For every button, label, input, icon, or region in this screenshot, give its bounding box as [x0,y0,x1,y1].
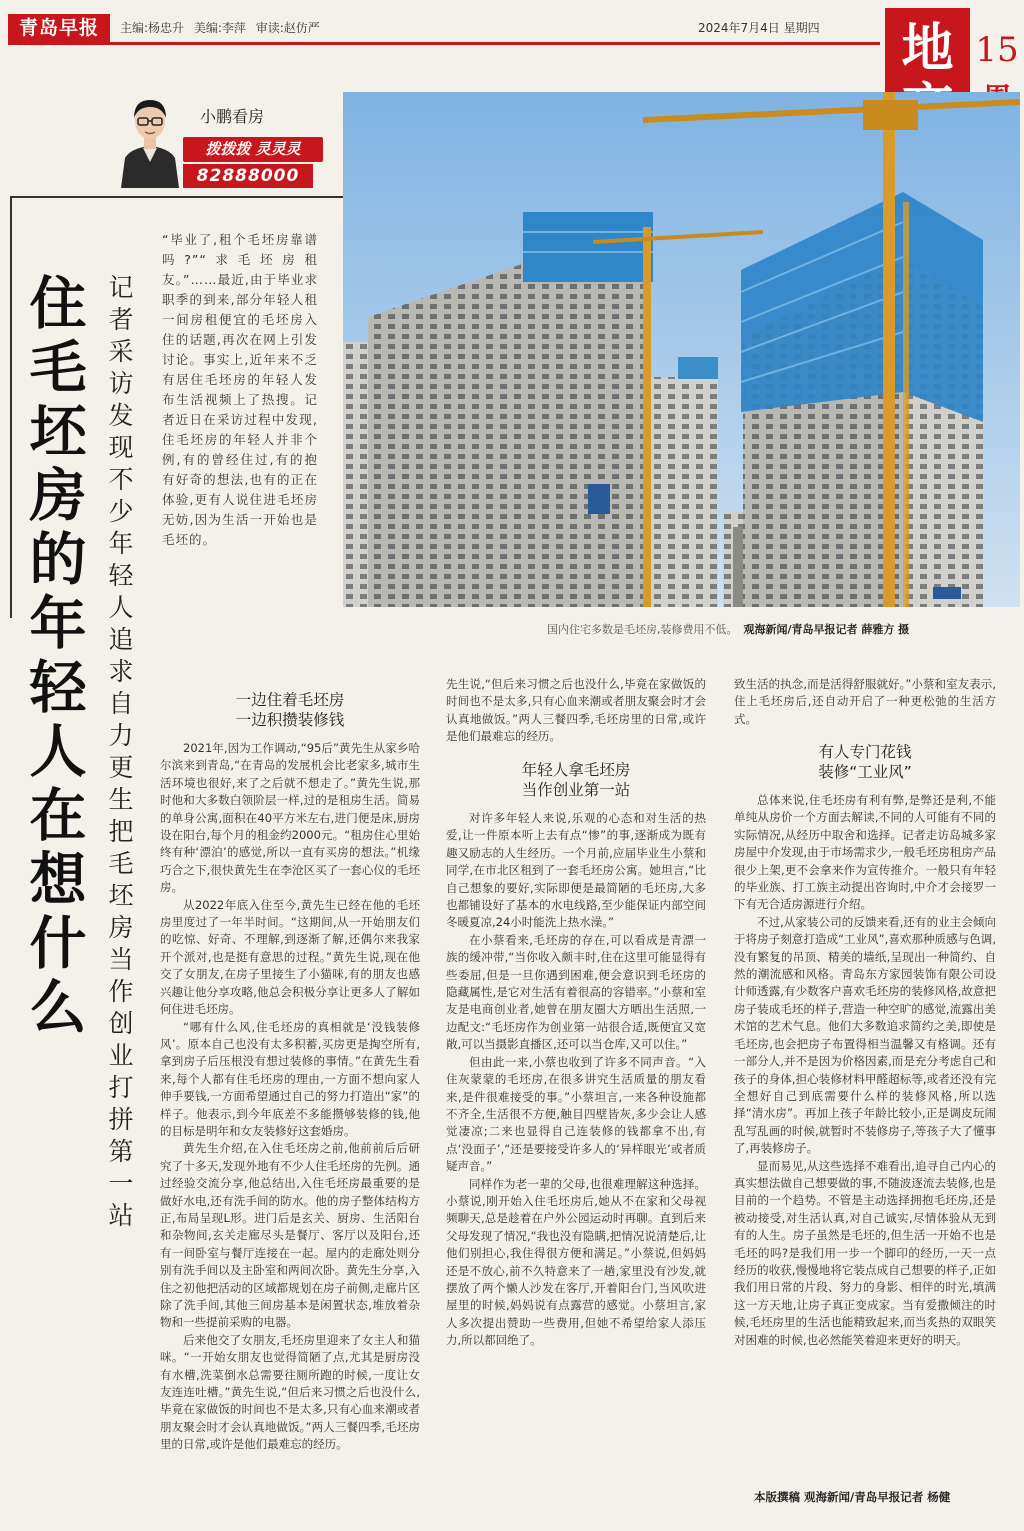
body-paragraph: 总体来说,住毛坯房有利有弊,是弊还是利,不能单纯从房价一个方面去解读,不同的人可能有不同的实际情况,从经历中取舍和选择。记者走访岛城多家房屋中介发现,由于市场需求少,一般毛坯房租房产品很少上架,更不会拿来作为宣传推介。一般只有年轻的毕业族、打工族主动提出咨询时,中介才会接罗一下有无合适房源进行介绍。 [734,793,996,912]
body-paragraph: “哪有什么风,住毛坯房的真相就是‘没钱装修风’。原本自己也没有太多积蓄,买房更是掏空所有,拿到房子后压根没有想过装修的事情。”在黄先生看来,每个人都有住毛坯房的理由,一方面不想向家人伸手要钱,一方面希望通过自己的努力打造出“家”的样子。他表示,到今年底差不多能攒够装修的钱,他的目标是明年和女友装修好这套婚房。 [160,1019,420,1138]
construction-photo [343,92,1020,607]
body-column-1 [160,676,420,1454]
section-heading-3-line: 装修“工业风” [818,763,912,781]
section-heading-2-line: 当作创业第一站 [521,781,631,799]
section-heading-3 [734,742,996,782]
section-name-char-1: 地 [901,19,954,79]
masthead-rule [8,42,880,45]
section-heading-1 [160,690,420,730]
section-heading-2-line: 年轻人拿毛坯房 [521,761,631,779]
caption-text: 国内住宅多数是毛坯房,装修费用不低。 [547,623,738,636]
body-paragraph: 显而易见,从这些选择不难看出,追寻自己内心的真实想法做自己想要做的事,不随波逐流去装修,也是目前的一个趋势。不管是主动选择拥抱毛坯房,还是被动接受,对生活认真,对自己诚实,尽情体验从无到有的人生。房子虽然是毛坯的,但生活一开始不也是毛坯的吗?是我们用一步一个脚印的经历,一天一点经历的收获,慢慢地将它装点成自己想要的样子,正如我们用日常的片段、努力的身影、相伴的时光,填满这一方天地,让房子真正变成家。当有爱撒倾注的时候,毛坯房里的生活也能精致起来,而当炙热的双眼笑对困难的时候,也必然能笑着迎来更好的明天。 [734,1158,996,1347]
body-paragraph: 对许多年轻人来说,乐观的心态和对生活的热爱,让一件原本听上去有点“惨”的事,逐渐成为既有趣又励志的人生经历。一个月前,应届毕业生小蔡和同学,在市北区租到了一套毛坯房公寓。她坦言,“比自己想象的要好,实际即便是最简陋的毛坯房,大多也都铺设好了基本的水电线路,至少能保证内部空间冬暖夏凉,24小时能洗上热水澡。” [446,811,706,930]
body-paragraph-continued: 先生说,“但后来习惯之后也没什么,毕竟在家做饭的时间也不是太多,只有心血来潮或者朋友聚会时才会认真地做饭。”两人三餐四季,毛坯房里的日常,或许是他们最难忘的经历。 [446,677,706,744]
columnist-avatar [117,88,183,188]
masthead [0,0,1024,44]
column-name: 小鹏看房 [200,107,265,126]
body-paragraph: 后来他交了女朋友,毛坯房里迎来了女主人和猫咪。“一开始女朋友也觉得简陋了点,尤其是厨房没有水槽,洗菜倒水总需要往厕所跑的时候,一度让女友连连吐槽。”黄先生说,“但后来习惯之后也没什么,毕竟在家做饭的时间也不是太多,只有心血来潮或者朋友聚会时才会认真地做饭。”两人三餐四季,毛坯房里的日常,或许是他们最难忘的经历。 [160,1332,420,1452]
section-heading-1-line: 一边积攒装修钱 [235,711,345,729]
proofreader: 审读:赵仿严 [255,21,320,35]
section-heading-2 [446,760,706,800]
staff-credits [120,19,326,36]
page-number: 15 [975,30,1019,70]
lede-paragraph: “毕业了,租个毛坯房靠谱吗?”“求毛坯房租友。”……最近,由于毕业求职季的到来,部分年轻人租一间房租便宜的毛坯房入住的话题,再次在网上引发讨论。事实上,近年来不乏有居住毛坯房的年轻人发布生活视频上了热搜。记者近日在采访过程中发现,住毛坯房的年轻人并非个例,有的曾经住过,有的抱有好奇的想法,也有的正在体验,更有人说住进毛坯房无妨,因为生活一开始也是毛坯的。 [162,232,318,547]
section-heading-1-line: 一边住着毛坯房 [235,691,345,709]
hotline-phone[interactable]: 82888000 [183,164,313,188]
body-column-2 [446,676,706,1350]
body-paragraph-continued: 致生活的执念,而是活得舒服就好。”小蔡和室友表示,住上毛坯房后,还自动开启了一种更松弛的生活方式。 [734,677,996,726]
paper-logo[interactable]: 青岛早报 [8,14,110,42]
body-column-3 [734,676,996,1349]
section-heading-3-line: 有人专门花钱 [818,743,912,761]
body-paragraph: 不过,从家装公司的反馈来看,还有的业主会倾向于将房子刻意打造成“工业风”,喜欢那种质感与色调,没有繁复的吊顶、精美的墙纸,呈现出一种简约、自然的潮流感和风格。青岛东方家园装饰有限公司设计师透露,有少数客户喜欢毛坯房的装修风格,故意把房子装成毛坯的样子,营造一种空旷的感觉,流露出美术馆的艺术气息。他们大多数追求简约之美,即使是毛坯房,也会把房子布置得相当温馨又有格调。还有一部分人,并不是因为价格因素,而是充分考虑自己和孩子的身体,担心装修材料甲醛超标等,或者还没有完全想好自己到底需要什么样的装修风格,所以选择“清水房”。再加上孩子年龄比较小,正是调皮玩闹乱写乱画的时候,就暂时不装修房子,等孩子大了懂事了,再装修房子。 [734,914,996,1156]
body-paragraph: 但由此一来,小蔡也收到了许多不同声音。“入住灰蒙蒙的毛坯房,在很多讲究生活质量的朋友看来,是件很难接受的事。”小蔡坦言,一来各种设施都不齐全,生活很不方便,触目四壁皆灰,多少会让人感觉凄凉;二来也显得自己连装修的钱都拿不出,有点‘没面子’,“还是要接受许多人的‘异样眼光’或者质疑声音。” [446,1054,706,1174]
headline: 住毛坯房的年轻人在想什么 [29,271,87,1041]
body-paragraph: 在小蔡看来,毛坯房的存在,可以看成是青漂一族的缓冲带,“当你收入颇丰时,住在这里可能显得有些委屈,但是一旦你遇到困难,便会意识到毛坯房的隐藏属性,是它对生活有着很高的容错率。”小蔡和室友是电商创业者,她曾在朋友圈大方晒出生活照,一边配文:“毛坯房作为创业第一站很合适,既便宜又宽敞,可以当摄影直播区,还可以当仓库,又可以住。” [446,932,706,1052]
chief-editor: 主编:杨忠升 [120,21,185,35]
article-byline: 本版撰稿 观海新闻/青岛早报记者 杨健 [754,1490,951,1504]
body-paragraph: 从2022年底入住至今,黄先生已经在他的毛坯房里度过了一年半时间。“这期间,从一开始朋友们的吃惊、好奇、不理解,到逐渐了解,还偶尔来我家开个派对,也是挺有意思的过程。”黄先生说,现在他交了女朋友,在房子里接生了小猫咪,有的朋友也感兴趣让他分享攻略,他总会积极分享让更多人了解如何住进毛坯房。 [160,897,420,1017]
body-paragraph: 2021年,因为工作调动,“95后”黄先生从家乡哈尔滨来到青岛,“在青岛的发展机会比老家多,城市生活环境也很好,来了之后就不想走了。”黄先生说,那时他和大多数白领阶层一样,过的是租房生活。简易的单身公寓,面积在40平方米左右,进门便是床,厨房设在阳台,每个月的租金约2000元。“租房住心里始终有种‘漂泊’的感觉,所以一直有买房的想法。”机缘巧合之下,很快黄先生在李沧区买了一套心仪的毛坯房。 [160,741,420,895]
subheadline: 记者采访发现不少年轻人追求自力更生 把毛坯房当作创业打拼第一站 [108,273,142,1230]
body-paragraph: 黄先生介绍,在入住毛坯房之前,他前前后后研究了十多天,发现外地有不少人住毛坯房的先例。通过经验交流分享,他总结出,入住毛坯房最重要的是做好水电,还有洗手间的防水。他的房子整体结构方正,布局呈现L形。进门后是玄关、厨房、生活阳台和杂物间,玄关走廊尽头是餐厅、客厅以及阳台,还有一间卧室与餐厅连接在一起。屋内的走廊处则分别有洗手间以及主卧室和两间次卧。黄先生分享,入住之初他把活动的区域都规划在房子前侧,走廊片区除了洗手间,其他三间房基本是闲置状态,堆放着杂物和一些提前采购的电器。 [160,1141,420,1330]
photo-credit: 观海新闻/青岛早报记者 薛雅方 摄 [743,623,910,636]
issue-date: 2024年7月4日 星期四 [698,21,820,35]
art-editor: 美编:李萍 [193,21,246,35]
hotline-label: 拨拨拨 灵灵灵 [183,137,323,162]
body-paragraph: 同样作为老一辈的父母,也很难理解这种选择。小蔡说,刚开始入住毛坯房后,她从不在家和父母视频聊天,总是趁着在户外公园运动时再聊。直到后来父母发现了情况,“我也没有隐瞒,把情况说清楚后,让他们别担心,我住得很方便和满足。”小蔡说,但妈妈还是不放心,前不久特意来了一趟,家里没有沙发,就摆放了两个懒人沙发在客厅,开着阳台门,当风吹进屋里的时候,妈妈说有点露营的感觉。小蔡坦言,家人多次提出赞助一些费用,但她不希望给家人添压力,所以都回绝了。 [446,1176,706,1348]
photo-caption [547,621,909,637]
